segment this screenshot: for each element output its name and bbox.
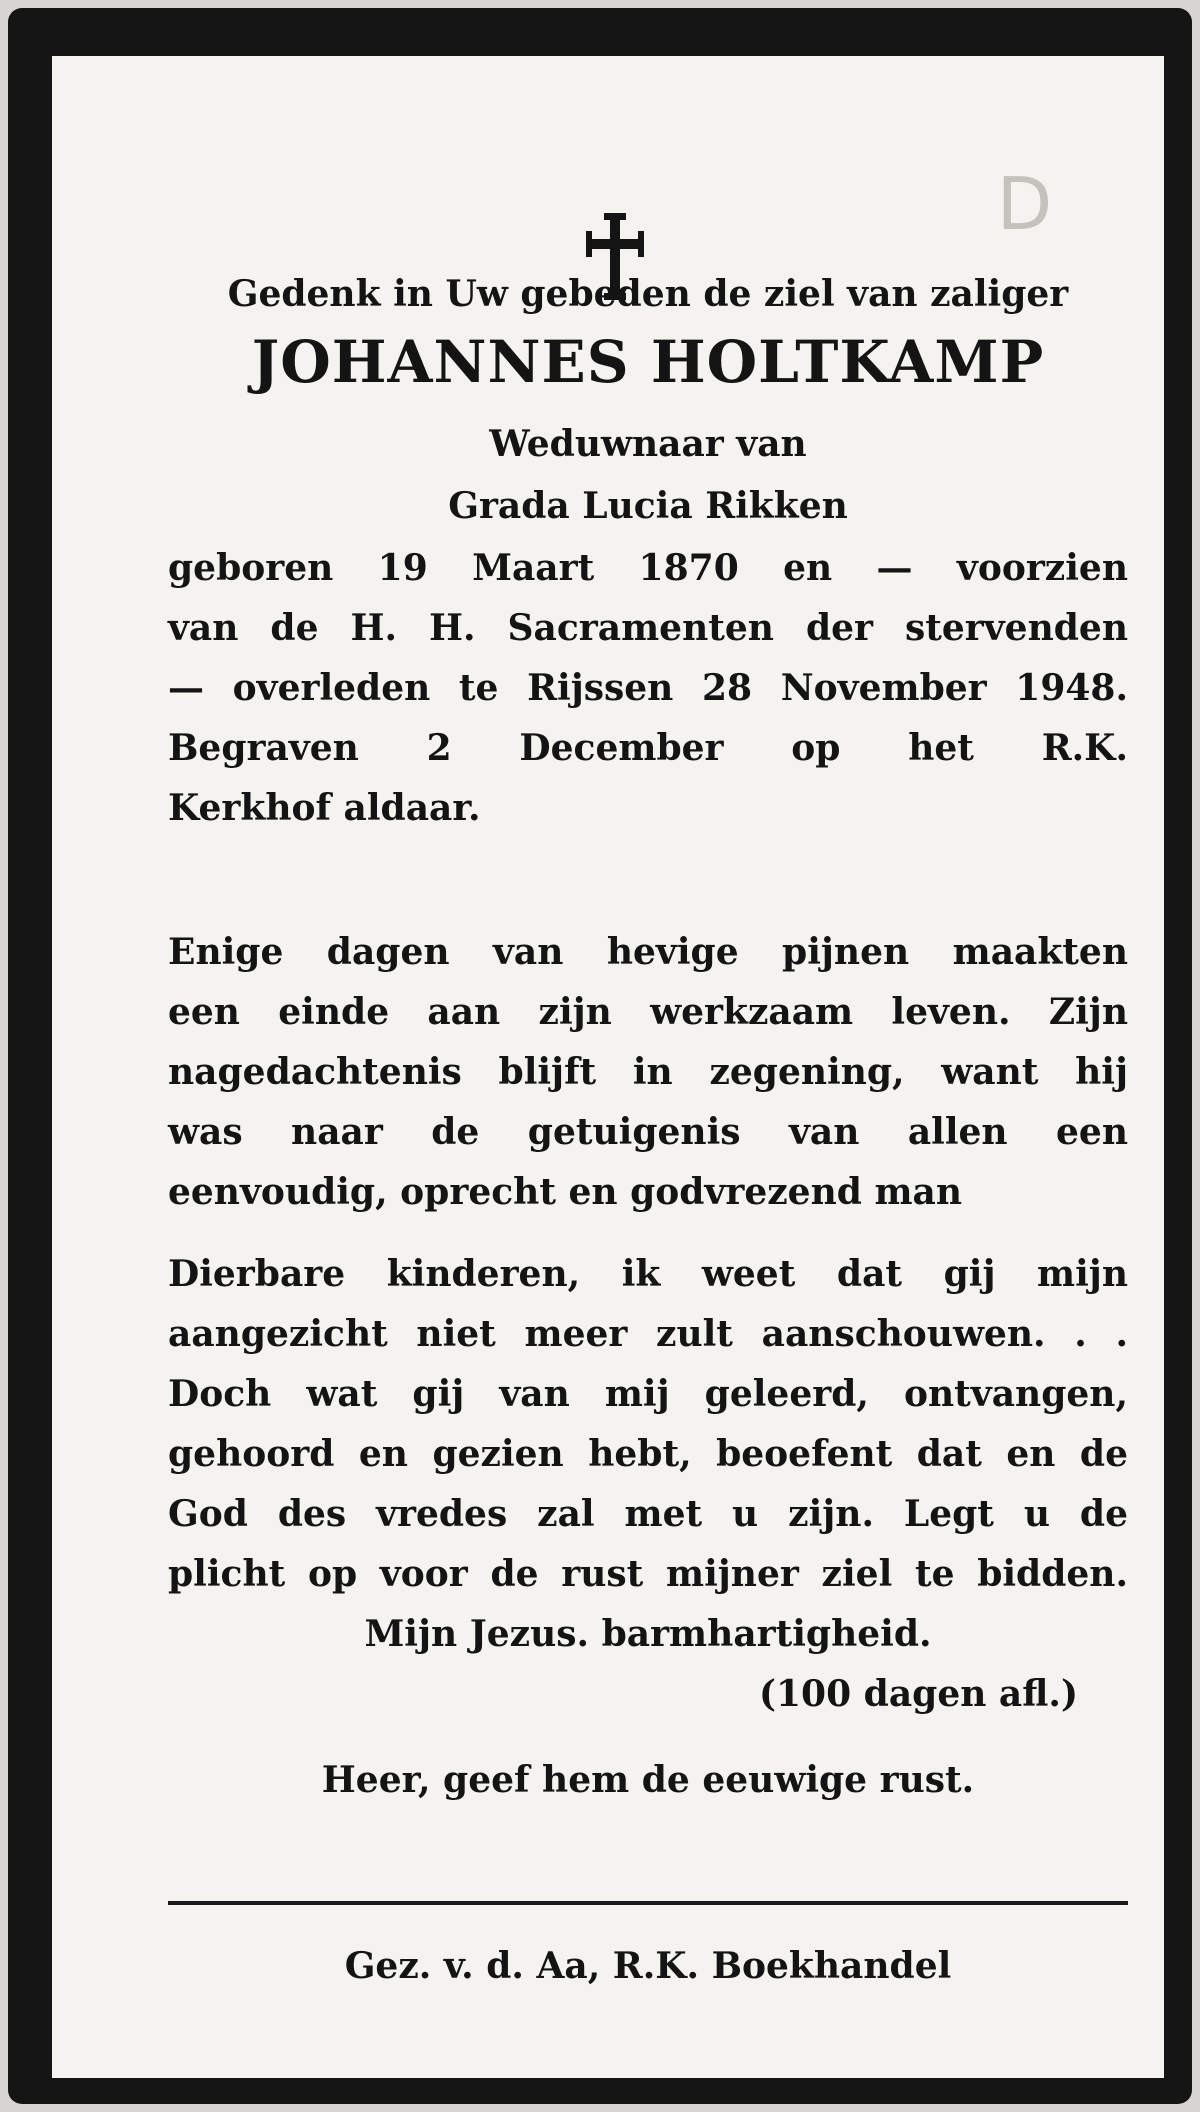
- deceased-name: JOHANNES HOLTKAMP: [251, 328, 1045, 396]
- spouse-name: Grada Lucia Rikken: [448, 485, 848, 527]
- indulgence-text: (100 dagen afl.): [758, 1673, 1078, 1715]
- prayer-text: Mijn Jezus. barmhartigheid.: [364, 1613, 932, 1655]
- card-border: [8, 8, 1192, 2104]
- paragraph-line: eenvoudig, oprecht en godvrezend man: [168, 1171, 963, 1213]
- paragraph-line: aangezicht niet meer zult aanschouwen. . .: [168, 1313, 1128, 1355]
- paragraph-line: Doch wat gij van mij geleerd, ontvangen,: [168, 1373, 1128, 1415]
- bio-line: — overleden te Rijssen 28 November 1948.: [168, 667, 1128, 709]
- paragraph-line: een einde aan zijn werkzaam leven. Zijn: [168, 991, 1128, 1033]
- paragraph-line: Enige dagen van hevige pijnen maakten: [168, 931, 1128, 973]
- final-prayer: Heer, geef hem de eeuwige rust.: [321, 1759, 975, 1801]
- paragraph-line: nagedachtenis blijft in zegening, want hij: [168, 1051, 1128, 1093]
- paragraph-line: gehoord en gezien hebt, beoefent dat en de: [168, 1433, 1128, 1475]
- bio-line: van de H. H. Sacramenten der stervenden: [168, 607, 1128, 649]
- bio-line: Begraven 2 December op het R.K.: [168, 727, 1128, 769]
- bio-line: Kerkhof aldaar.: [168, 787, 481, 829]
- corner-pencil-mark: D: [996, 162, 1053, 246]
- memorial-card: [52, 56, 1164, 2078]
- widower-label: Weduwnaar van: [489, 423, 807, 465]
- paragraph-line: plicht op voor de rust mijner ziel te bidden.: [168, 1553, 1128, 1595]
- divider: [168, 1901, 1128, 1905]
- printer-credit: Gez. v. d. Aa, R.K. Boekhandel: [344, 1945, 952, 1987]
- paragraph-line: God des vredes zal met u zijn. Legt u de: [168, 1493, 1128, 1535]
- paragraph-line: Dierbare kinderen, ik weet dat gij mijn: [168, 1253, 1128, 1295]
- paragraph-line: was naar de getuigenis van allen een: [168, 1111, 1128, 1153]
- intro-text: Gedenk in Uw gebeden de ziel van zaliger: [227, 273, 1069, 315]
- bio-line: geboren 19 Maart 1870 en — voorzien: [168, 547, 1128, 589]
